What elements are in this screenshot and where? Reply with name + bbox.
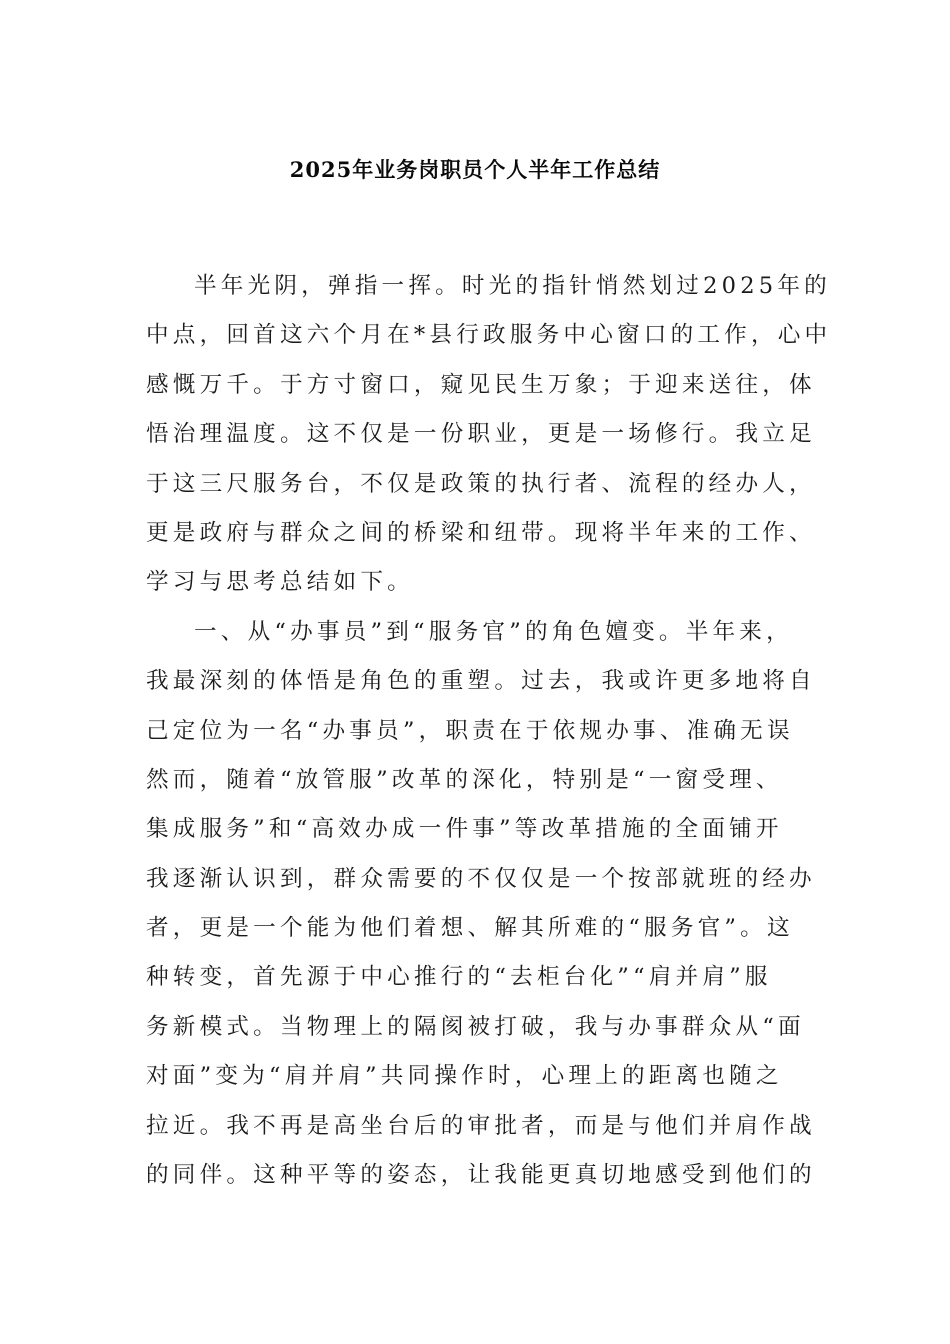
paragraph-line: 感慨万千。于方寸窗口，窥见民生万象；于迎来送往，体 — [146, 371, 816, 398]
document-title: 2025年业务岗职员个人半年工作总结 — [289, 157, 661, 182]
paragraph-line: 悟治理温度。这不仅是一份职业，更是一场修行。我立足 — [146, 421, 816, 448]
paragraph-line: 的同伴。这种平等的姿态，让我能更真切地感受到他们的 — [146, 1162, 816, 1189]
paragraph-line: 然而，随着“放管服”改革的深化，特别是“一窗受理、 — [146, 766, 783, 793]
paragraph-line: 者，更是一个能为他们着想、解其所难的“服务官”。这 — [146, 915, 794, 942]
paragraph-line: 我最深刻的体悟是角色的重塑。过去，我或许更多地将自 — [146, 668, 816, 695]
paragraph-line: 于这三尺服务台，不仅是政策的执行者、流程的经办人， — [146, 470, 816, 497]
paragraph-line: 对面”变为“肩并肩”共同操作时，心理上的距离也随之 — [146, 1063, 783, 1090]
paragraph-line: 拉近。我不再是高坐台后的审批者，而是与他们并肩作战 — [146, 1112, 816, 1139]
paragraph-line: 我逐渐认识到，群众需要的不仅仅是一个按部就班的经办 — [146, 865, 816, 892]
paragraph-line: 更是政府与群众之间的桥梁和纽带。现将半年来的工作、 — [146, 519, 816, 546]
paragraph-line: 己定位为一名“办事员”，职责在于依规办事、准确无误 — [146, 717, 794, 744]
paragraph-line: 学习与思考总结如下。 — [146, 569, 414, 596]
paragraph-line: 一、从“办事员”到“服务官”的角色嬗变。半年来， — [194, 618, 793, 645]
paragraph-line: 半年光阴，弹指一挥。时光的指针悄然划过2025年的 — [194, 273, 831, 299]
document-body — [146, 268, 836, 1206]
paragraph-line: 中点，回首这六个月在*县行政服务中心窗口的工作，心中 — [146, 322, 832, 349]
paragraph-line: 种转变，首先源于中心推行的“去柜台化”“肩并肩”服 — [146, 964, 772, 991]
paragraph-line: 集成服务”和“高效办成一件事”等改革措施的全面铺开 — [146, 816, 783, 843]
paragraph-line: 务新模式。当物理上的隔阂被打破，我与办事群众从“面 — [146, 1013, 805, 1040]
